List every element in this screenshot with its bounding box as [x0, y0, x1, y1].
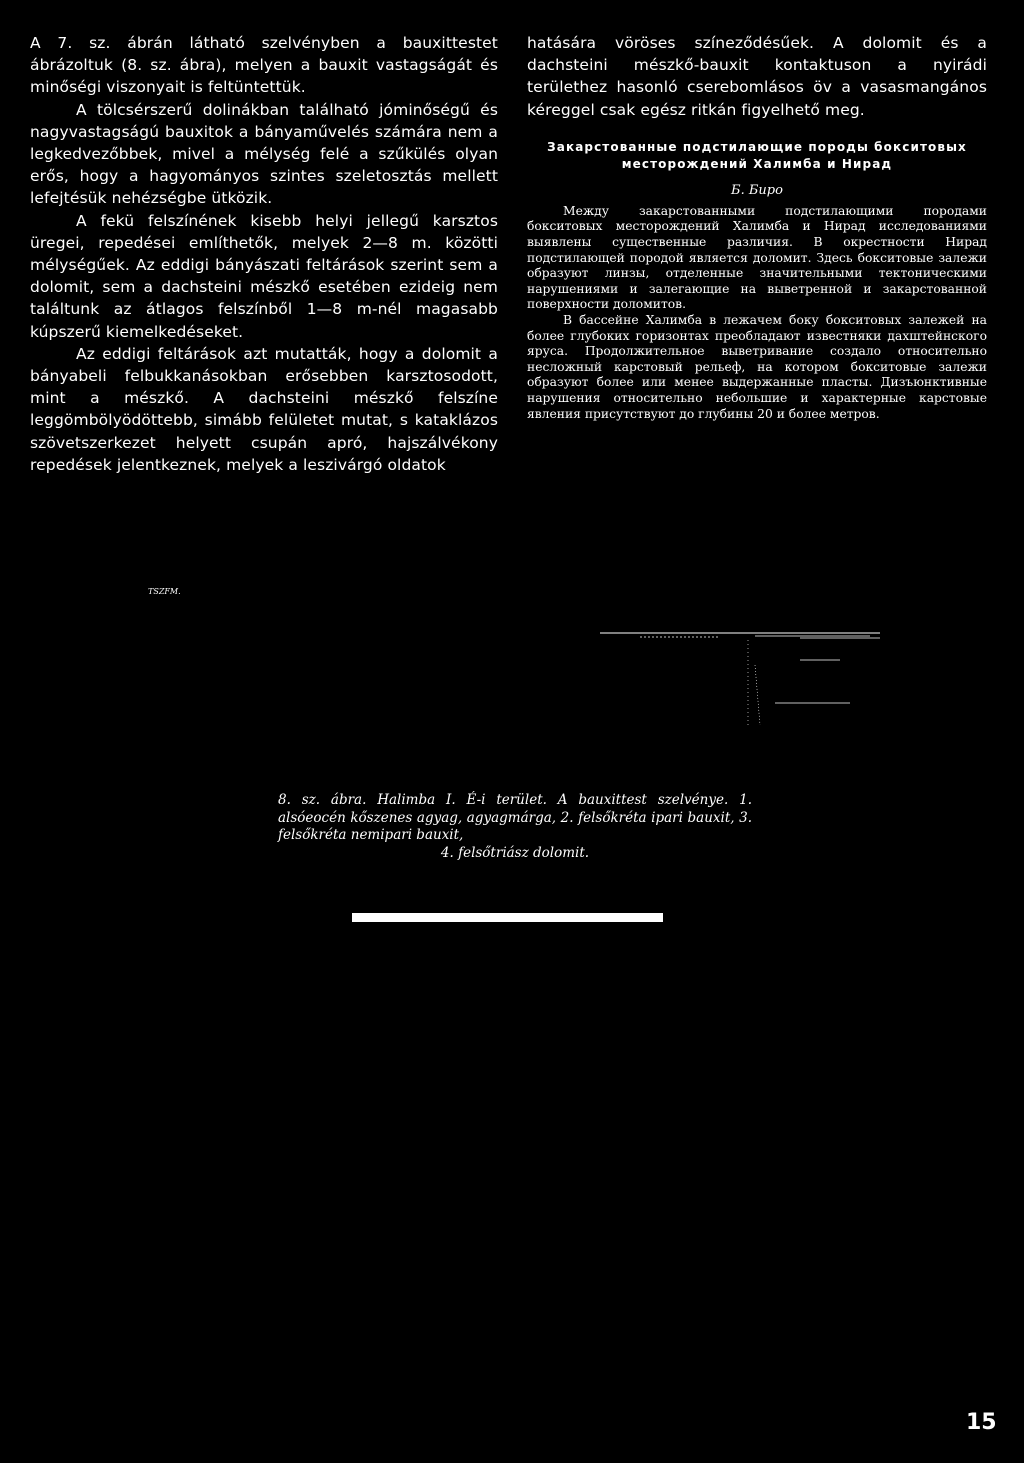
caption-text: 8. sz. ábra. Halimba I. É-i terület. A bauxittest szelvénye. 1. alsóeocén kőszenes agyag, agyagmárga, 2. felsőkréta ipari bauxit, 3. felsőkréta nemipari bauxit,: [278, 792, 752, 843]
right-column: [527, 32, 987, 422]
diagram-boundary-line: [755, 665, 760, 725]
page-number: 15: [966, 1410, 997, 1435]
caption-text-last: 4. felsőtriász dolomit.: [440, 844, 590, 861]
paragraph: A tölcsérszerű dolinákban található jóminőségű és nagyvastagságú bauxitok a bányaművelés számára nem a legkedvezőbbek, mivel a mélység felé a szűkülés olyan erős, hogy a hagyományos szintes szeletosztás mellett lefejtésük nehézségbe ütközik.: [30, 100, 498, 208]
figure-caption: [278, 792, 752, 862]
divider-bar: [352, 913, 663, 922]
paragraph-continuation: hatására vöröses színeződésűek. A dolomit és a dachsteini mészkő-bauxit kontaktuson a nyirádi területhez hasonló cserebomlásos öv a vasasmangános kéreggel csak egész ritkán figyelhető meg.: [527, 34, 987, 119]
paragraph: A 7. sz. ábrán látható szelvényben a bauxittestet ábrázoltuk (8. sz. ábra), melyen a bauxit vastagságát és minőségi viszonyait is feltüntettük.: [30, 34, 498, 97]
figure-label: TSZFM.: [148, 587, 181, 596]
summary-author: Б. Биро: [731, 182, 783, 198]
paragraph: Az eddigi feltárások azt mutatták, hogy a dolomit a bányabeli felbukkanásokban erősebben karsztosodott, mint a mészkő. A dachsteini mészkő felszíne leggömbölyödöttebb, simább felületet mutat, s kataklázos szövetszerkezet helyett csupán apró, hajszálvékony repedések jelentkeznek, melyek a leszivárgó oldatok: [30, 344, 498, 474]
summary-paragraph: Между закарстованными подстилающими породами бокситовых месторождений Халимба и Нирад исследованиями выявлены существенные различия. В окрестности Нирад подстилающей породой является доломит. Здесь бокситовые залежи образуют линзы, отделенные значительными тектоническими нарушениями и залегающие на выветренной и закарстованной поверхности доломитов.: [527, 203, 987, 312]
left-column: [30, 32, 498, 476]
summary-paragraph: В бассейне Халимба в лежачем боку бокситовых залежей на более глубоких горизонтах преобладают известняки дахштейнского яруса. Продолжительное выветривание создало относительно несложный карстовый рельеф, на котором бокситовые залежи образуют более или менее выдержанные пласты. Дизъюнктивные нарушения относительно небольшие и характерные карстовые явления присутствуют до глубины 20 и более метров.: [527, 312, 987, 421]
section-diagram: [600, 625, 890, 725]
summary-title: Закарстованные подстилающие породы бокситовых месторождений Халимба и Нирад: [547, 139, 967, 171]
paragraph: A fekü felszínének kisebb helyi jellegű karsztos üregei, repedései említhetők, melyek 2—8 m. közötti mélységűek. Az eddigi bányászati feltárások szerint sem a dolomit, sem a dachsteini mészkő esetében ezideig nem találtunk az átlagos felszínből 1—8 m-nél magasabb kúpszerű kiemelkedéseket.: [30, 211, 498, 341]
